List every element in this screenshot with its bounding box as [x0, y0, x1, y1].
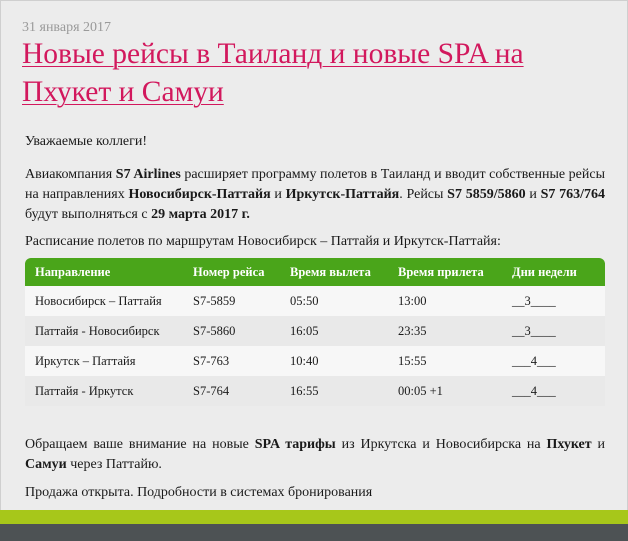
table-header-row [25, 258, 605, 286]
intro-text: будут выполняться с [25, 207, 152, 222]
column-header: Дни недели [512, 265, 577, 279]
table-cell: 23:35 [398, 324, 427, 338]
sale-note: Продажа открыта. Подробности в системах бронирования [25, 485, 373, 500]
table-cell: 05:50 [290, 294, 319, 308]
column-header: Время вылета [290, 265, 371, 279]
intro-text: расширяет программу полетов в Таиланд и вводит собственные рейсы на направлениях [25, 167, 605, 202]
table-row [25, 286, 605, 316]
footer-bar [0, 524, 628, 541]
table-row [25, 376, 605, 406]
table-cell: S7-763 [193, 354, 230, 368]
table-cell: 10:40 [290, 354, 319, 368]
table-cell: Паттайя - Иркутск [35, 384, 134, 398]
schedule-title: Расписание полетов по маршрутам Новосибирск – Паттайя и Иркутск-Паттайя: [25, 234, 501, 249]
table-row [25, 346, 605, 376]
intro-text: и [525, 187, 541, 202]
table-cell: S7-764 [193, 384, 230, 398]
notice-text: Обращаем ваше внимание на новые [25, 437, 255, 452]
table-cell: 00:05 +1 [398, 384, 443, 398]
route-irkutsk: Иркутск-Паттайя [285, 187, 400, 202]
notice-paragraph [25, 435, 605, 475]
table-cell: ___4___ [512, 384, 556, 398]
table-cell: 13:00 [398, 294, 427, 308]
route-novosibirsk: Новосибирск-Паттайя [128, 187, 271, 202]
intro-text: . Рейсы [399, 187, 448, 202]
table-cell: Новосибирск – Паттайя [35, 294, 162, 308]
table-cell: S7-5859 [193, 294, 236, 308]
spa-tariffs: SPA тарифы [254, 437, 336, 452]
airline-name: S7 Airlines [115, 167, 181, 182]
column-header: Номер рейса [193, 265, 265, 279]
intro-text: и [270, 187, 286, 202]
table-cell: 16:55 [290, 384, 319, 398]
notice-text: из Иркутска и Новосибирска на [335, 437, 547, 452]
intro-paragraph [25, 165, 605, 225]
schedule-table [25, 258, 605, 406]
flight-numbers-2: S7 763/764 [540, 187, 605, 202]
column-header: Время прилета [398, 265, 484, 279]
table-cell: __3____ [512, 294, 556, 308]
notice-text: через Паттайю. [66, 457, 162, 472]
notice-text: и [591, 437, 605, 452]
table-cell: __3____ [512, 324, 556, 338]
greeting: Уважаемые коллеги! [25, 134, 148, 149]
start-date: 29 марта 2017 г. [151, 207, 250, 222]
footer-accent-bar [0, 510, 628, 524]
flight-numbers-1: S7 5859/5860 [447, 187, 526, 202]
table-cell: Иркутск – Паттайя [35, 354, 136, 368]
destination-samui: Самуи [25, 457, 67, 472]
destination-phuket: Пхукет [546, 437, 592, 452]
intro-text: Авиакомпания [25, 167, 116, 182]
post-date: 31 января 2017 [22, 20, 112, 35]
column-header: Направление [35, 265, 111, 279]
table-cell: S7-5860 [193, 324, 236, 338]
table-row [25, 316, 605, 346]
table-cell: ___4___ [512, 354, 556, 368]
post-title-link[interactable]: Новые рейсы в Таиланд и новые SPA на Пхукет и Самуи [22, 38, 524, 108]
table-cell: 15:55 [398, 354, 427, 368]
table-cell: Паттайя - Новосибирск [35, 324, 160, 338]
table-cell: 16:05 [290, 324, 319, 338]
